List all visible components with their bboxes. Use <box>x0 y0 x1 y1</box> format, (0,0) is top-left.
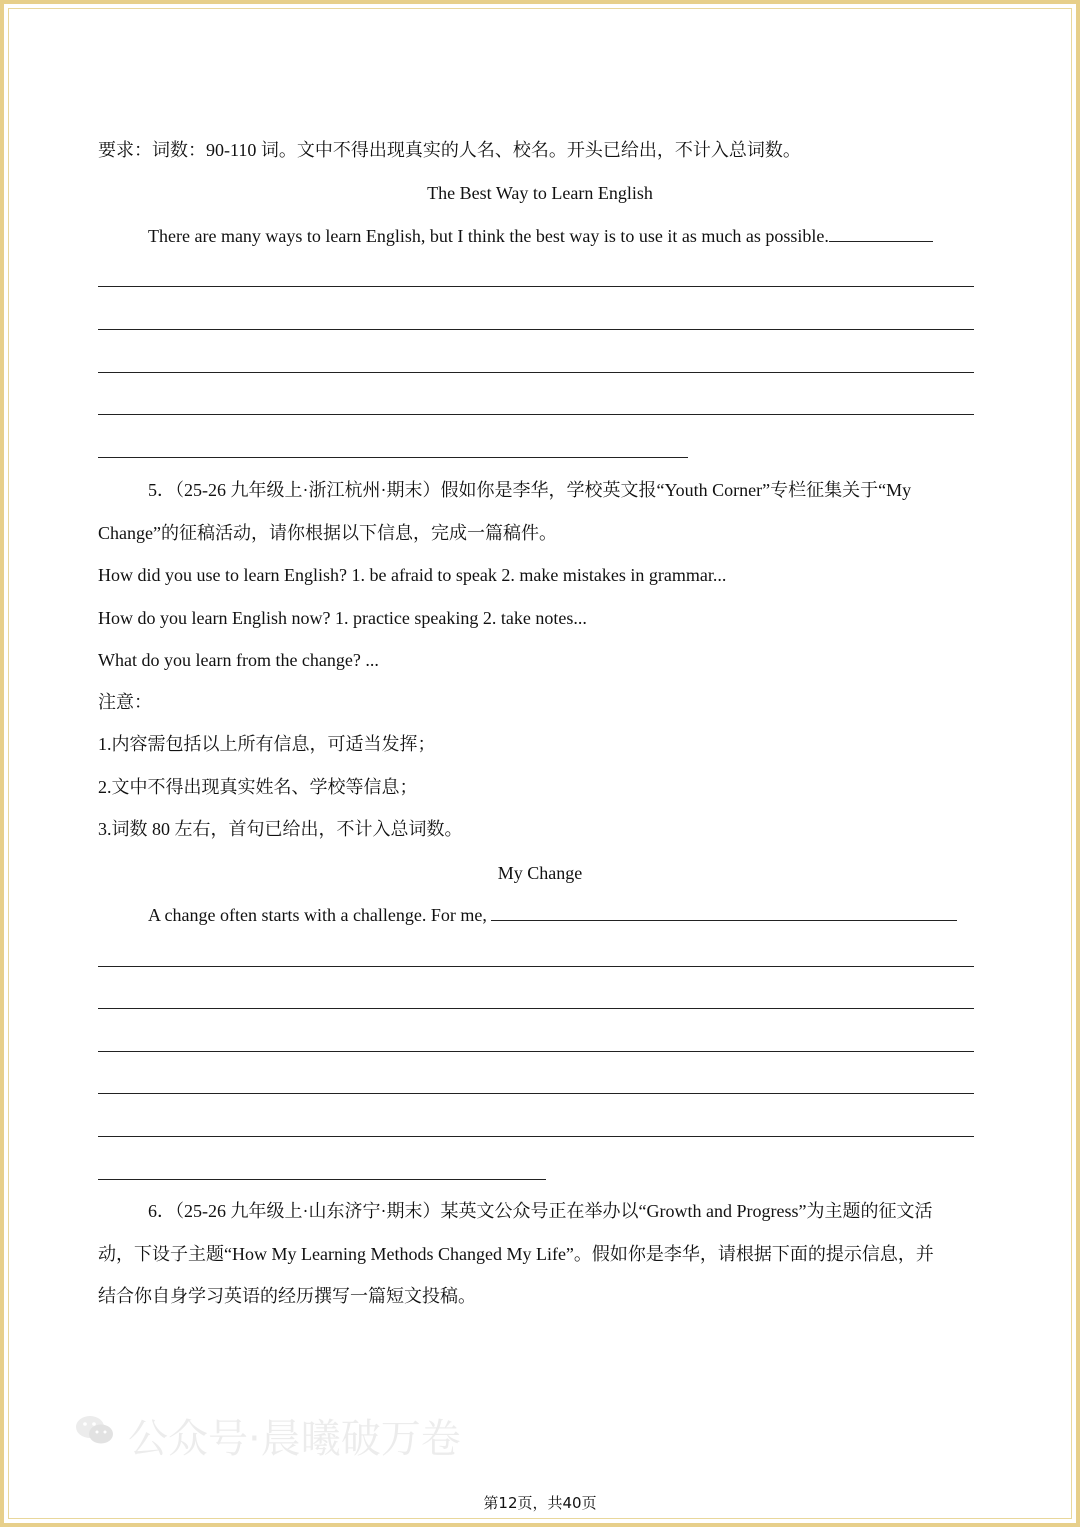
q4-requirement: 要求：词数：90-110 词。文中不得出现真实的人名、校名。开头已给出，不计入总词数。 <box>98 140 801 160</box>
answer-line <box>98 966 974 967</box>
q5-info-now: How do you learn English now? 1. practice speaking 2. take notes... <box>98 608 587 628</box>
q5-note-2: 2.文中不得出现真实姓名、学校等信息； <box>98 777 418 797</box>
q4-opening-line <box>148 224 933 248</box>
q5-essay-title: My Change <box>497 863 583 883</box>
q5-info-past: How did you use to learn English? 1. be afraid to speak 2. make mistakes in grammar... <box>98 565 727 585</box>
answer-blank <box>491 904 957 921</box>
q5-opening-sentence: A change often starts with a challenge. For me, <box>148 905 487 925</box>
answer-line <box>98 1136 974 1137</box>
answer-line <box>98 1008 974 1009</box>
q5-note-heading: 注意： <box>98 692 152 712</box>
answer-line <box>98 457 688 458</box>
answer-line <box>98 414 974 415</box>
q5-prompt-line2: Change”的征稿活动，请你根据以下信息，完成一篇稿件。 <box>98 523 557 543</box>
q5-note-1: 1.内容需包括以上所有信息，可适当发挥； <box>98 734 436 754</box>
answer-line <box>98 372 974 373</box>
page-number: 第12页，共40页 <box>483 1494 597 1512</box>
q6-prompt-line2: 动，下设子主题“How My Learning Methods Changed My Life”。假如你是李华，请根据下面的提示信息，并 <box>98 1244 934 1264</box>
q5-note-3: 3.词数 80 左右，首句已给出，不计入总词数。 <box>98 819 463 839</box>
answer-line <box>98 1179 546 1180</box>
answer-line <box>98 286 974 287</box>
q6-prompt-line3: 结合你自身学习英语的经历撰写一篇短文投稿。 <box>98 1286 476 1306</box>
answer-line <box>98 1093 974 1094</box>
wechat-icon <box>74 1412 116 1458</box>
answer-blank <box>829 225 933 242</box>
q4-opening-sentence: There are many ways to learn English, but I think the best way is to use it as much as possible. <box>148 226 829 246</box>
watermark <box>74 1405 461 1465</box>
answer-line <box>98 1051 974 1052</box>
q5-prompt-line1: 5．（25-26 九年级上·浙江杭州·期末）假如你是李华，学校英文报“Youth Corner”专栏征集关于“My <box>148 480 912 500</box>
watermark-text: 公众号·晨曦破万卷 <box>128 1415 461 1462</box>
q5-info-lesson: What do you learn from the change? ... <box>98 650 379 670</box>
q5-opening-line <box>148 903 957 927</box>
q6-prompt-line1: 6．（25-26 九年级上·山东济宁·期末）某英文公众号正在举办以“Growth and Progress”为主题的征文活 <box>148 1201 933 1221</box>
answer-line <box>98 329 974 330</box>
q4-essay-title: The Best Way to Learn English <box>427 183 653 203</box>
